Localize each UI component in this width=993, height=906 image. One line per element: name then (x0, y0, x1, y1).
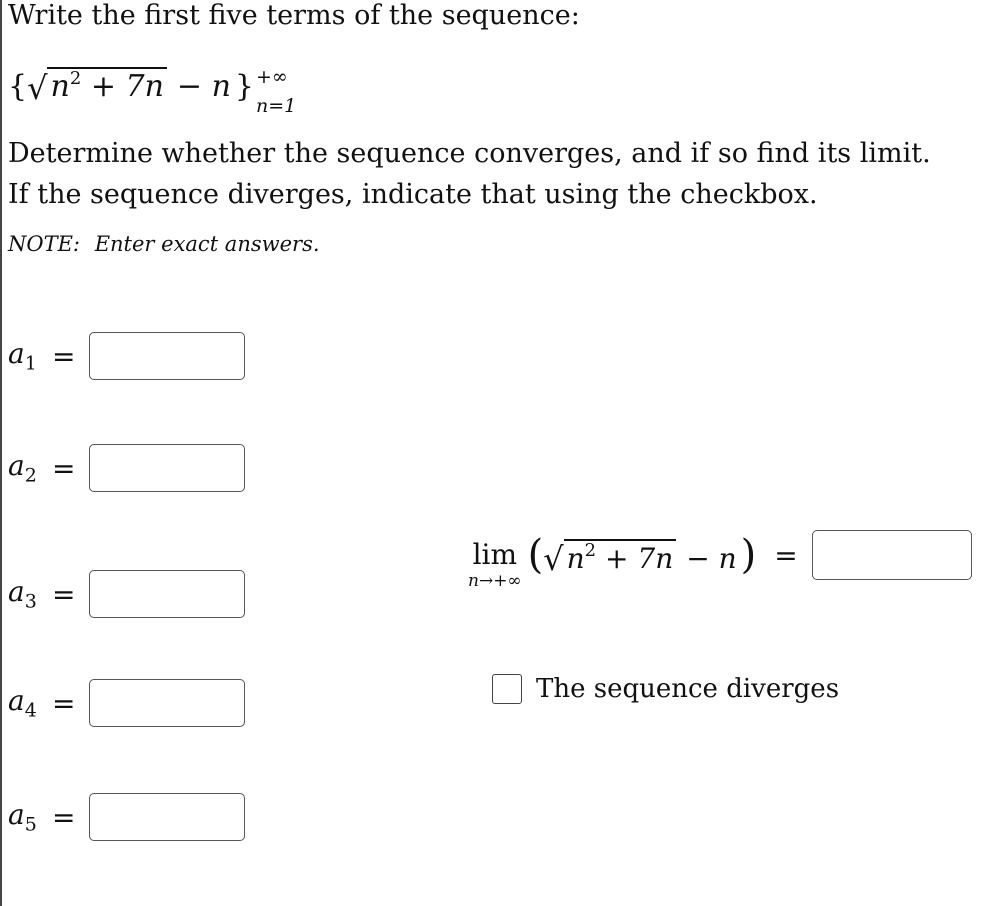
radicand-base: n (50, 68, 70, 104)
term-row-3 (8, 568, 245, 620)
radical-sign: √ (27, 69, 48, 107)
term-equals-2: = (52, 451, 76, 485)
term-row-1 (8, 330, 245, 382)
term-label-1: $a_1$ (8, 337, 37, 375)
close-paren: ) (740, 532, 757, 578)
radicand (47, 67, 166, 105)
term-label-2: $a_2$ (8, 449, 37, 487)
limit-radicand-rest: + 7n (605, 541, 674, 575)
limit-equals: = (774, 538, 798, 572)
term-equals-3: = (52, 577, 76, 611)
answer-input-a5[interactable] (89, 793, 245, 841)
close-brace: } (234, 69, 254, 104)
upper-index: +∞ (256, 66, 288, 88)
term-label-4: $a_4$ (8, 684, 37, 722)
term-equals-4: = (52, 686, 76, 720)
term-row-2 (8, 442, 245, 494)
term-equals-1: = (52, 339, 76, 373)
answer-input-a4[interactable] (89, 679, 245, 727)
open-paren: ( (527, 532, 544, 578)
limit-row (468, 532, 972, 591)
diverges-option[interactable] (492, 674, 839, 704)
limit-radicand-exponent: 2 (584, 539, 597, 561)
limit-expression (527, 532, 757, 578)
lower-index: n=1 (256, 95, 297, 117)
term-label-5: $a_5$ (8, 798, 37, 836)
answer-input-a3[interactable] (89, 570, 245, 618)
lim-subscript: n→+∞ (468, 570, 522, 591)
diverges-label: The sequence diverges (536, 674, 840, 704)
note (8, 232, 320, 256)
limit-minus-term: − n (686, 542, 737, 575)
term-label-3: $a_3$ (8, 575, 37, 613)
limit-radical-sign: √ (543, 540, 564, 578)
answer-input-a2[interactable] (89, 444, 245, 492)
instruction-line-2: If the sequence diverges, indicate that using the checkbox. (8, 179, 818, 210)
limit-radicand (564, 539, 677, 575)
term-row-5 (8, 791, 245, 843)
term-equals-5: = (52, 800, 76, 834)
note-text: Enter exact answers. (94, 232, 320, 256)
lim-word: lim (472, 537, 518, 571)
square-root (27, 67, 167, 105)
diverges-checkbox[interactable] (492, 674, 522, 704)
answer-input-a1[interactable] (89, 332, 245, 380)
sequence-index (256, 66, 297, 117)
minus-term: − n (176, 69, 231, 104)
limit-radicand-base: n (566, 541, 585, 575)
left-border (0, 0, 2, 906)
question-prompt: Write the first five terms of the sequence: (8, 0, 580, 31)
term-row-4 (8, 677, 245, 729)
radicand-exponent: 2 (69, 67, 82, 89)
instruction-line-1: Determine whether the sequence converges, and if so find its limit. (8, 138, 931, 169)
limit-answer-input[interactable] (812, 530, 972, 580)
limit-square-root (543, 539, 676, 578)
open-brace: { (8, 69, 28, 104)
radicand-rest: + 7n (90, 68, 164, 104)
note-label: NOTE: (8, 232, 81, 256)
limit-operator (468, 537, 522, 591)
sequence-formula (8, 66, 297, 117)
